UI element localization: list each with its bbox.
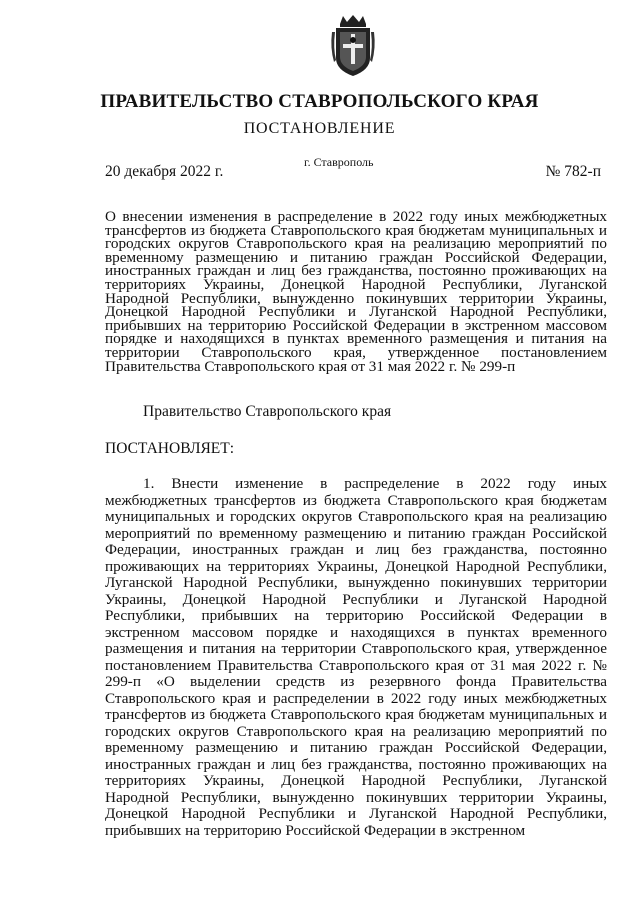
issuer-name: Правительство Ставропольского края — [143, 403, 392, 420]
government-title: ПРАВИТЕЛЬСТВО СТАВРОПОЛЬСКОГО КРАЯ — [100, 91, 539, 112]
decree-word: ПОСТАНОВЛЯЕТ: — [105, 440, 235, 457]
paragraph-1: 1. Внести изменение в распределение в 2022 году иных межбюджетных трансфертов из бюджета Ставропольского края бюджетам муниципальных и городских округов Ставропольского края на реализацию мероприятий по временному размещению и питанию граждан Российской Федерации, иностранных граждан и лиц без гражданства, постоянно проживающих на территориях Украины, Донецкой Народной Республики, Луганской Народной Республики, вынужденно покинувших территории Украины, Донецкой Народной Республики и Луганской Народной Республики, прибывших на территорию Российской Федерации в экстренном массовом порядке и находящихся в пунктах временного размещения и питания на территории Ставропольского края, утвержденное постановлением Правительства Ставропольского края от 31 мая 2022 г. № 299-п «О выделении средств из резервного фонда Правительства Ставропольского края и распределении в 2022 году иных межбюджетных трансфертов из бюджета Ставропольского края бюджетам муниципальных и городских округов Ставропольского края на реализацию мероприятий по временному размещению и питанию граждан Российской Федерации, иностранных граждан и лиц без гражданства, постоянно проживающих на территориях Украины, Донецкой Народной Республики, Луганской Народной Республики, вынужденно покинувших территории Украины, Донецкой Народной Республики и Луганской Народной Республики, прибывших на территорию Российской Федерации в экстренном — [105, 475, 607, 839]
document-city: г. Ставрополь — [304, 155, 374, 169]
document-number: № 782-п — [545, 163, 601, 180]
document-date: 20 декабря 2022 г. — [105, 163, 224, 180]
document-type: ПОСТАНОВЛЕНИЕ — [243, 120, 396, 137]
document-subject: О внесении изменения в распределение в 2022 году иных межбюджетных трансфертов из бюджета Ставропольского края бюджетам муниципальных и городских округов Ставропольского края на реализацию мероприятий по временному размещению и питанию граждан Российской Федерации, иностранных граждан и лиц без гражданства, постоянно проживающих на территориях Украины, Донецкой Народной Республики, Луганской Народной Республики, вынужденно покинувших территории Украины, Донецкой Народной Республики и Луганской Народной Республики, прибывших на территорию Российской Федерации в экстренном массовом порядке и находящихся в пунктах временного размещения и питания на территории Ставропольского края, утвержденное постановлением Правительства Ставропольского края от 31 мая 2022 г. № 299-п — [105, 208, 607, 375]
coat-of-arms-emblem — [328, 14, 378, 80]
